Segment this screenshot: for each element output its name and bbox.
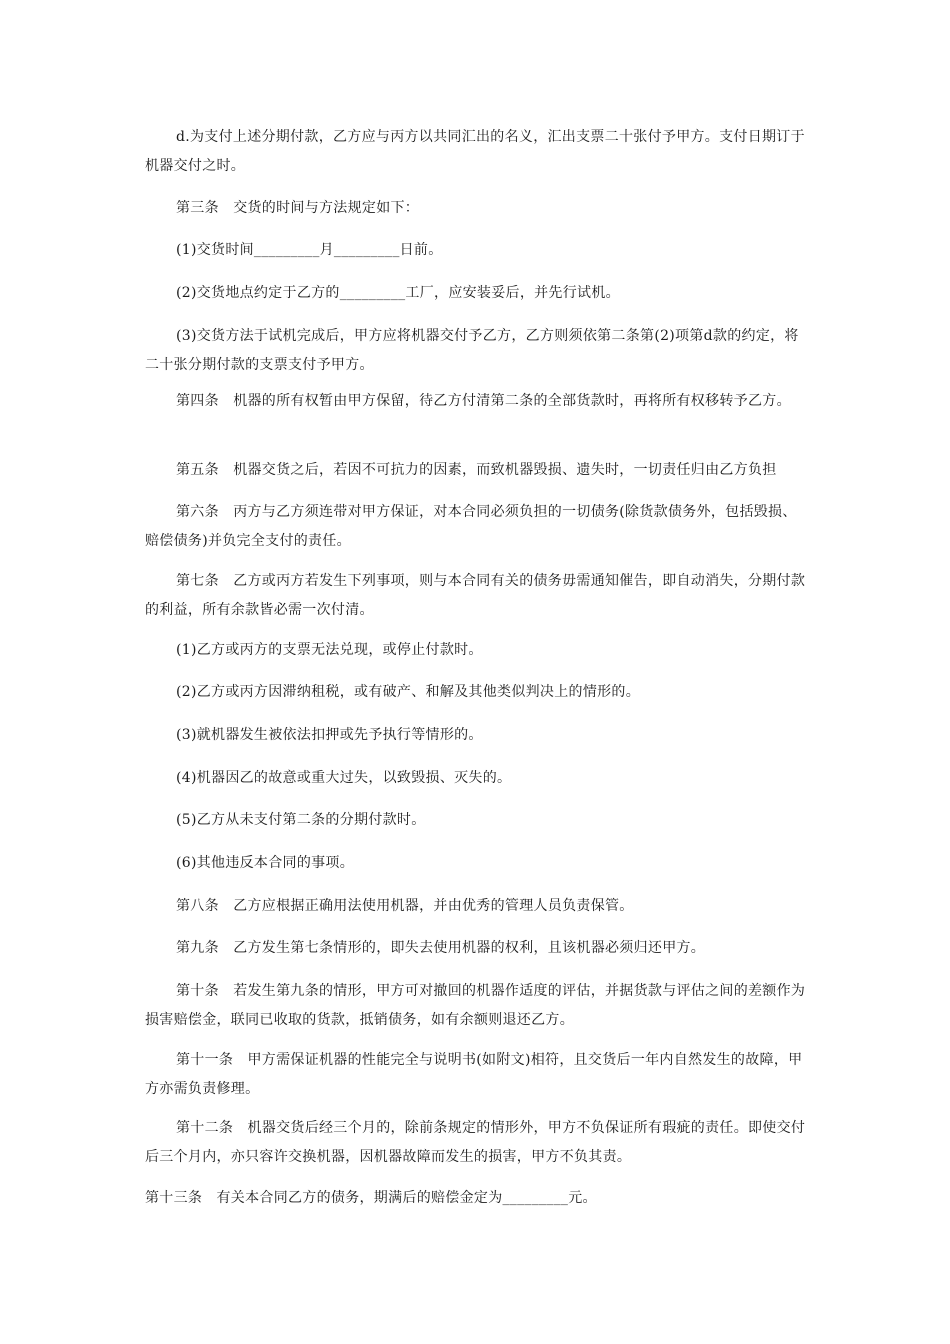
paragraph-item-1: (1)乙方或丙方的支票无法兑现，或停止付款时。	[176, 642, 483, 658]
paragraph-article-8: 第八条 乙方应根据正确用法使用机器，并由优秀的管理人员负责保管。	[176, 898, 634, 914]
paragraph-item-2: (2)乙方或丙方因滞纳租税，或有破产、和解及其他类似判决上的情形的。	[176, 684, 641, 700]
paragraph-item-3: (3)就机器发生被依法扣押或先予执行等情形的。	[176, 727, 483, 743]
paragraph-article-12: 第十二条 机器交货后经三个月的，除前条规定的情形外，甲方不负保证所有瑕疵的责任。即使交付后三个月内，亦只容许交换机器，因机器故障而发生的损害，甲方不负其责。	[145, 1120, 806, 1165]
paragraph-delivery-place: (2)交货地点约定于乙方的_________工厂，应安装妥后，并先行试机。	[176, 285, 620, 301]
paragraph-item-5: (5)乙方从未支付第二条的分期付款时。	[176, 812, 426, 828]
paragraph-article-9: 第九条 乙方发生第七条情形的，即失去使用机器的权利，且该机器必须归还甲方。	[176, 940, 706, 956]
paragraph-article-5: 第五条 机器交货之后，若因不可抗力的因素，而致机器毁损、遗失时，一切责任归由乙方负担	[176, 462, 777, 478]
paragraph-delivery-method: (3)交货方法于试机完成后，甲方应将机器交付予乙方，乙方则须依第二条第(2)项第d款的约定，将二十张分期付款的支票支付予甲方。	[145, 328, 799, 373]
paragraph-item-6: (6)其他违反本合同的事项。	[176, 855, 355, 871]
paragraph-payment-method: d.为支付上述分期付款，乙方应与丙方以共同汇出的名义，汇出支票二十张付予甲方。支付日期订于机器交付之时。	[145, 129, 805, 174]
paragraph-item-4: (4)机器因乙的故意或重大过失，以致毁损、灭失的。	[176, 770, 512, 786]
paragraph-article-10: 第十条 若发生第九条的情形，甲方可对撤回的机器作适度的评估，并据货款与评估之间的差额作为损害赔偿金，联同已收取的货款，抵销债务，如有余额则退还乙方。	[145, 983, 806, 1028]
paragraph-article-11: 第十一条 甲方需保证机器的性能完全与说明书(如附文)相符，且交货后一年内自然发生的故障，甲方亦需负责修理。	[145, 1052, 803, 1097]
paragraph-article-4: 第四条 机器的所有权暂由甲方保留，待乙方付清第二条的全部货款时，再将所有权移转予乙方。	[176, 393, 791, 409]
paragraph-article-13: 第十三条 有关本合同乙方的债务，期满后的赔偿金定为_________元。	[145, 1190, 597, 1206]
paragraph-delivery-time: (1)交货时间_________月_________日前。	[176, 242, 443, 258]
paragraph-article-3: 第三条 交货的时间与方法规定如下：	[176, 200, 420, 216]
paragraph-article-7: 第七条 乙方或丙方若发生下列事项，则与本合同有关的债务毋需通知催告，即自动消失，分期付款的利益，所有余款皆必需一次付清。	[145, 573, 806, 618]
paragraph-article-6: 第六条 丙方与乙方须连带对甲方保证，对本合同必须负担的一切债务(除货款债务外，包括毁损、赔偿债务)并负完全支付的责任。	[145, 504, 797, 549]
